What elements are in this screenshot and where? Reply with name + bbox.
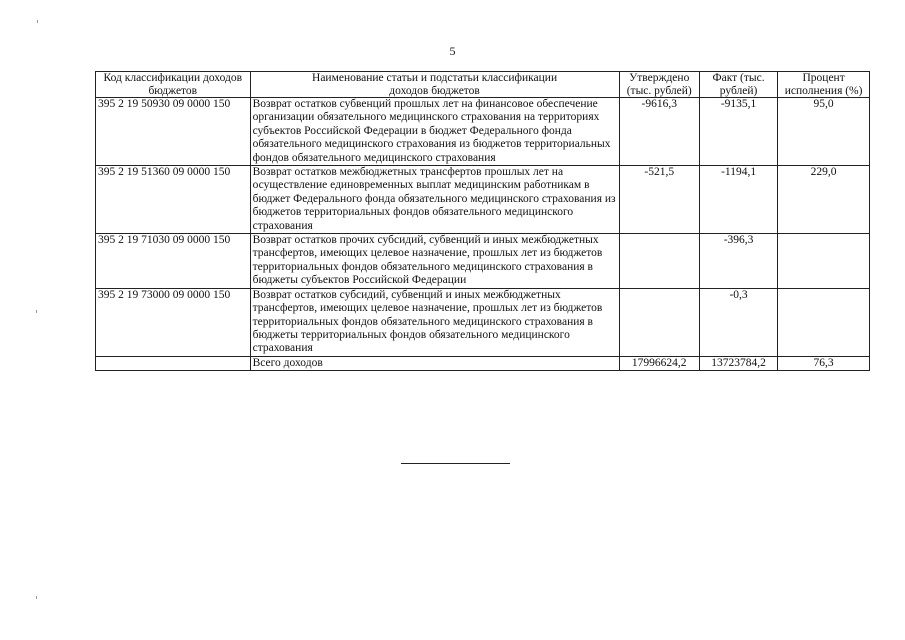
row-code: 395 2 19 71030 09 0000 150 [96, 234, 251, 289]
row-approved: -521,5 [619, 166, 699, 234]
row-name: Возврат остатков субсидий, субвенций и иных межбюджетных трансфертов, имеющих целевое назначение, прошлых лет из бюджетов территориальных фондов обязательного медицинского страхования в бюджеты территориальных фондов обязательного медицинского страхования [250, 288, 619, 356]
row-fact: -9135,1 [699, 98, 777, 166]
table-row [96, 98, 870, 166]
row-code: 395 2 19 50930 09 0000 150 [96, 98, 251, 166]
row-name: Возврат остатков межбюджетных трансфертов прошлых лет на осуществление единовременных выплат медицинским работникам в бюджет Федерального фонда обязательного медицинского страхования из бюджетов территориальных фондов обязательного медицинского страхования [250, 166, 619, 234]
header-code: Код классификации доходов бюджетов [96, 72, 251, 98]
row-name: Возврат остатков прочих субсидий, субвенций и иных межбюджетных трансфертов, имеющих целевое назначение, прошлых лет из бюджетов территориальных фондов обязательного медицинского страхования в бюджеты субъектов Российской Федерации [250, 234, 619, 289]
row-name: Возврат остатков субвенций прошлых лет на финансовое обеспечение организации обязательного медицинского страхования на территориях субъектов Российской Федерации в бюджет Федерального фонда обязательного медицинского страхования из бюджетов территориальных фондов обязательного медицинского страхования [250, 98, 619, 166]
row-code: 395 2 19 51360 09 0000 150 [96, 166, 251, 234]
scan-speck [37, 20, 38, 23]
row-approved [619, 234, 699, 289]
row-percent: 95,0 [778, 98, 870, 166]
row-code: 395 2 19 73000 09 0000 150 [96, 288, 251, 356]
row-approved: -9616,3 [619, 98, 699, 166]
total-code [96, 356, 251, 370]
page-number: 5 [449, 44, 456, 58]
total-approved: 17996624,2 [619, 356, 699, 370]
header-approved: Утверждено (тыс. рублей) [619, 72, 699, 98]
row-fact: -396,3 [699, 234, 777, 289]
row-fact: -0,3 [699, 288, 777, 356]
total-fact: 13723784,2 [699, 356, 777, 370]
table-row [96, 288, 870, 356]
row-approved [619, 288, 699, 356]
header-name: Наименование статьи и подстатьи классификации доходов бюджетов [250, 72, 619, 98]
row-percent [778, 234, 870, 289]
row-fact: -1194,1 [699, 166, 777, 234]
table-row [96, 166, 870, 234]
table-header-row [96, 72, 870, 98]
scan-speck [36, 596, 37, 599]
budget-income-table [95, 71, 870, 371]
row-percent: 229,0 [778, 166, 870, 234]
end-of-document-rule [401, 463, 510, 464]
table-total-row [96, 356, 870, 370]
total-name: Всего доходов [250, 356, 619, 370]
table-row [96, 234, 870, 289]
scan-speck [36, 310, 37, 313]
header-percent: Процент исполнения (%) [778, 72, 870, 98]
row-percent [778, 288, 870, 356]
header-fact: Факт (тыс. рублей) [699, 72, 777, 98]
total-percent: 76,3 [778, 356, 870, 370]
